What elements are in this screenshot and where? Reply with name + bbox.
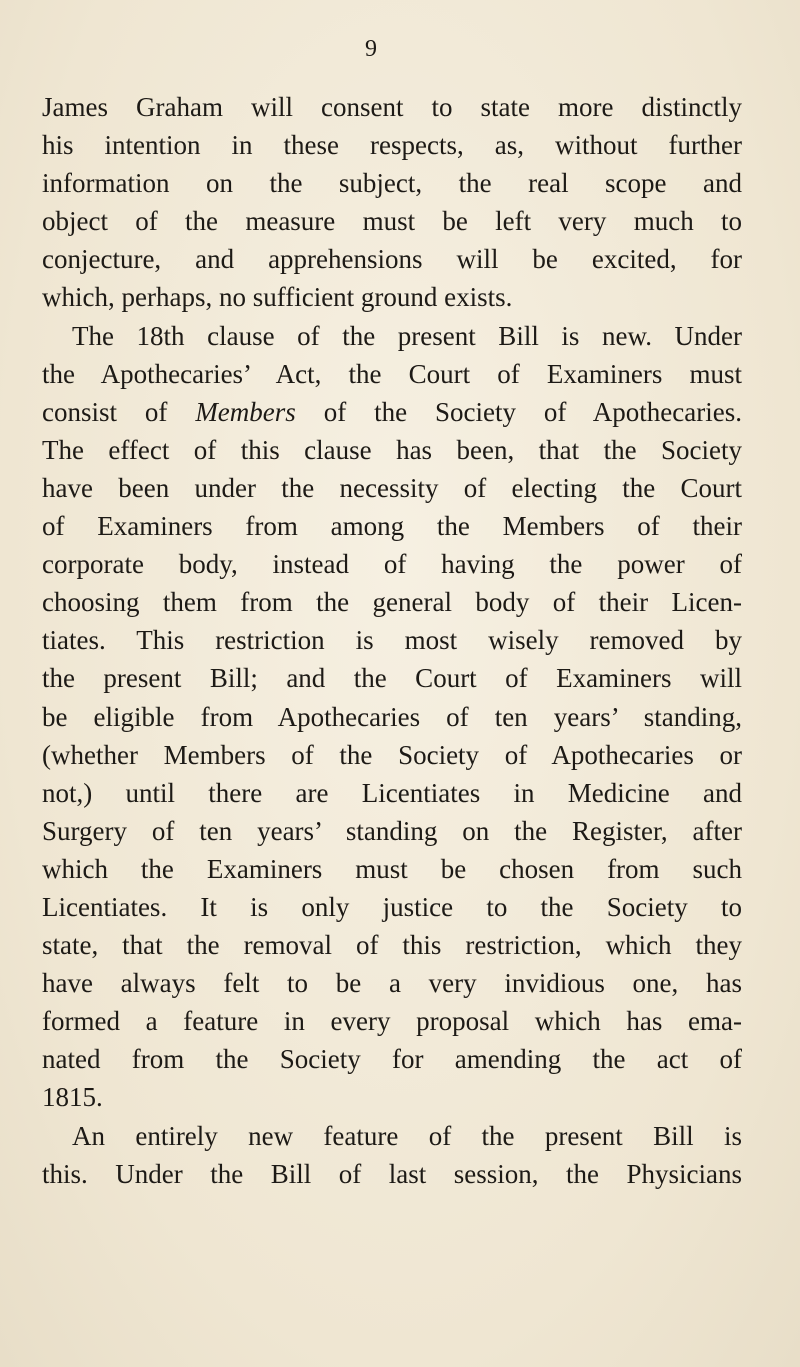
text-line: the present Bill; and the Court of Examiners will (42, 663, 742, 694)
page-number: 9 (365, 36, 377, 62)
text-line: conjecture, and apprehensions will be excited, for (42, 244, 742, 275)
text-line-with-italic (42, 393, 742, 431)
text-fragment: of the Society of Apothecaries. (295, 396, 742, 427)
body-text (42, 88, 742, 1193)
text-line: be eligible from Apothecaries of ten years’ standing, (42, 701, 742, 732)
text-line: nated from the Society for amending the act of (42, 1044, 742, 1075)
text-line: not,) until there are Licentiates in Medicine and (42, 777, 742, 808)
text-line: have always felt to be a very invidious one, has (42, 968, 742, 999)
text-line: his intention in these respects, as, without further (42, 130, 742, 161)
text-line: formed a feature in every proposal which has ema- (42, 1006, 742, 1037)
text-line: tiates. This restriction is most wisely removed by (42, 625, 742, 656)
text-line: 1815. (42, 1082, 103, 1113)
text-line: Licentiates. It is only justice to the Society to (42, 891, 742, 922)
text-line: Surgery of ten years’ standing on the Register, after (42, 815, 742, 846)
text-line: this. Under the Bill of last session, the Physicians (42, 1158, 742, 1189)
text-line: The effect of this clause has been, that the Society (42, 434, 742, 465)
text-line: An entirely new feature of the present Bill is (72, 1120, 742, 1151)
text-line: have been under the necessity of electing the Court (42, 472, 742, 503)
text-line: choosing them from the general body of their Licen- (42, 587, 742, 618)
text-line: information on the subject, the real scope and (42, 168, 742, 199)
text-line: which the Examiners must be chosen from such (42, 853, 742, 884)
text-line: (whether Members of the Society of Apothecaries or (42, 739, 742, 770)
text-fragment: consist of (42, 396, 196, 427)
italic-members: Members (195, 396, 296, 427)
text-line: corporate body, instead of having the power of (42, 549, 742, 580)
text-line: which, perhaps, no sufficient ground exists. (42, 282, 513, 313)
text-line: James Graham will consent to state more distinctly (42, 92, 742, 122)
text-line: of Examiners from among the Members of their (42, 511, 742, 542)
text-line: state, that the removal of this restriction, which they (42, 930, 742, 961)
text-line: object of the measure must be left very much to (42, 206, 742, 237)
text-line: the Apothecaries’ Act, the Court of Examiners must (42, 358, 742, 389)
text-line: The 18th clause of the present Bill is new. Under (72, 320, 742, 351)
